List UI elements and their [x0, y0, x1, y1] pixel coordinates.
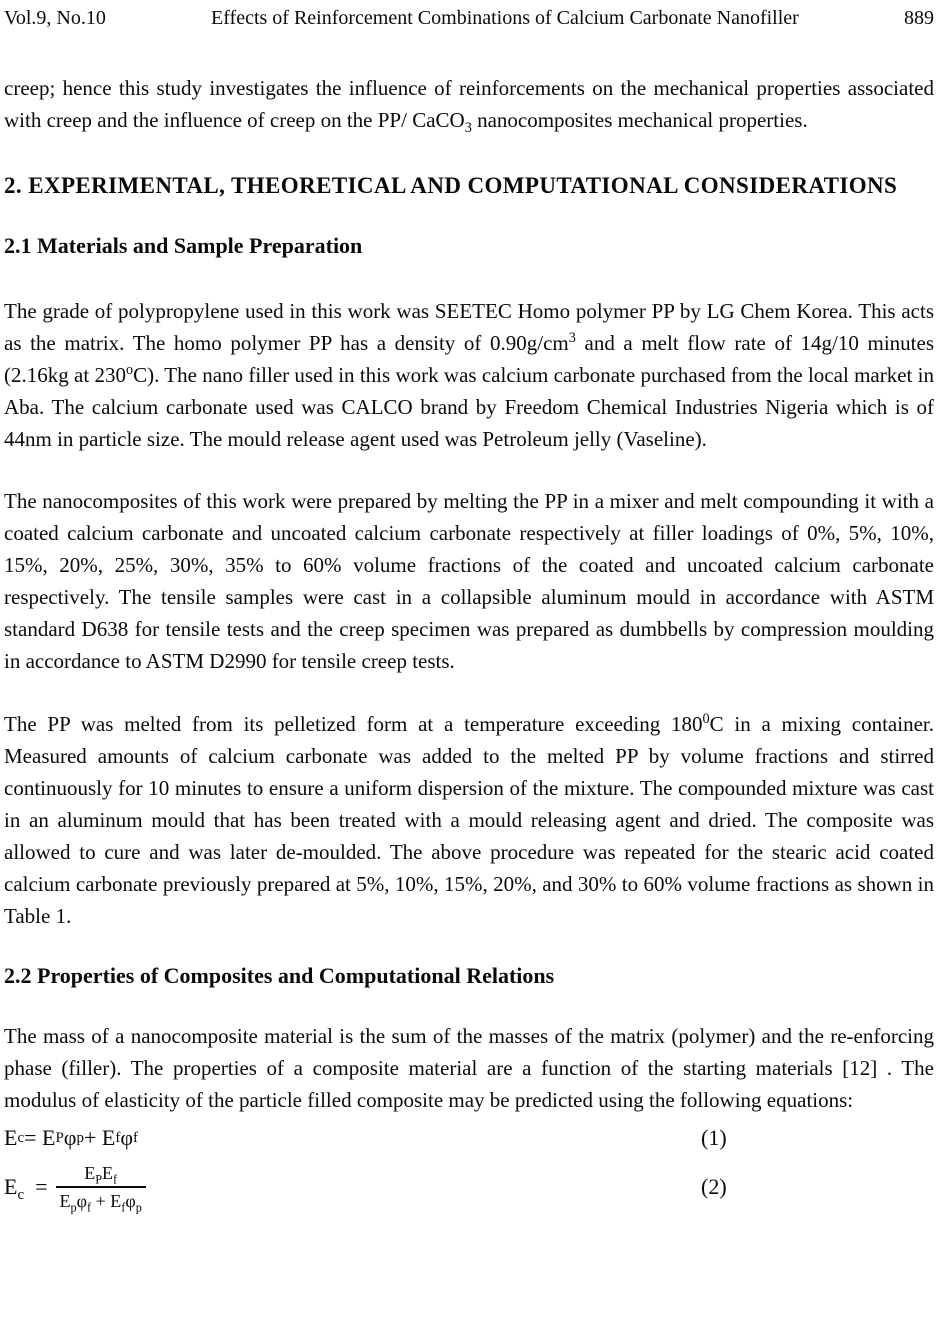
equation-2-expression: [4, 1162, 146, 1215]
equation-2-number: (2): [701, 1174, 727, 1199]
equation-1: [4, 1120, 934, 1156]
equation-1-expression: E c = E P φ p + E f φ f: [4, 1125, 138, 1150]
intro-paragraph: creep; hence this study investigates the influence of reinforcements on the mechanical properties associated with creep and the influence of creep on the PP/ CaCO$_3$ nanocomposites mechanical properties.: [4, 76, 934, 136]
equation-2-lhs: $E_c$ =: [4, 1174, 48, 1204]
equation-1-number: (1): [701, 1125, 727, 1150]
materials-paragraph: The grade of polypropylene used in this work was SEETEC Homo polymer PP by LG Chem Korea. This acts as the matrix. The homo polymer PP has a density of $0.90g/cm^3$ and a melt flow rate of 14g/10 minutes (2.16kg at 230$^o$C). The nano filler used in this work was calcium carbonate purchased from the local market in Aba. The calcium carbonate used was CALCO brand by Freedom Chemical Industries Nigeria which is of 44nm in particle size. The mould release agent used was Petroleum jelly (Vaseline).: [4, 299, 934, 451]
equation-2-fraction: [56, 1162, 146, 1215]
page-number: 889: [904, 7, 934, 29]
page-header: [4, 6, 934, 30]
section-2-heading: 2. EXPERIMENTAL, THEORETICAL AND COMPUTATIONAL CONSIDERATIONS: [4, 173, 898, 198]
section-2-2-heading: 2.2 Properties of Composites and Computational Relations: [4, 963, 555, 988]
equation-2: [4, 1158, 934, 1216]
mass-paragraph: The mass of a nanocomposite material is the sum of the masses of the matrix (polymer) and the re-enforcing phase (filler). The properties of a composite material are a function of the starting materials [12] . The modulus of elasticity of the particle filled composite may be predicted using the following equations:: [4, 1024, 934, 1112]
nanocomposites-paragraph: The nanocomposites of this work were prepared by melting the PP in a mixer and melt compounding it with a coated calcium carbonate and uncoated calcium carbonate respectively at filler loadings of 0%, 5%, 10%, 15%, 20%, 25%, 30%, 35% to 60% volume fractions of the coated and uncoated calcium carbonate respectively. The tensile samples were cast in a collapsible aluminum mould in accordance with ASTM standard D638 for tensile tests and the creep specimen was prepared as dumbbells by compression moulding in accordance to ASTM D2990 for tensile creep tests.: [4, 489, 934, 673]
journal-volume-issue: Vol.9, No.10: [4, 7, 106, 29]
equation-2-denominator: $E_p\varphi_f + E_f\varphi_p$: [59, 1191, 142, 1215]
running-title: Effects of Reinforcement Combinations of Calcium Carbonate Nanofiller: [211, 7, 799, 29]
equation-2-numerator: $E_PE_f$: [56, 1162, 146, 1188]
melting-paragraph: The PP was melted from its pelletized form at a temperature exceeding $180^0C$ in a mixing container. Measured amounts of calcium carbonate was added to the melted PP by volume fractions and stirred continuously for 10 minutes to ensure a uniform dispersion of the mixture. The compounded mixture was cast in an aluminum mould that has been treated with a mould releasing agent and dried. The composite was allowed to cure and was later de-moulded. The above procedure was repeated for the stearic acid coated calcium carbonate previously prepared at 5%, 10%, 15%, 20%, and 30% to 60% volume fractions as shown in Table 1.: [4, 711, 934, 928]
section-2-1-heading: 2.1 Materials and Sample Preparation: [4, 233, 363, 258]
